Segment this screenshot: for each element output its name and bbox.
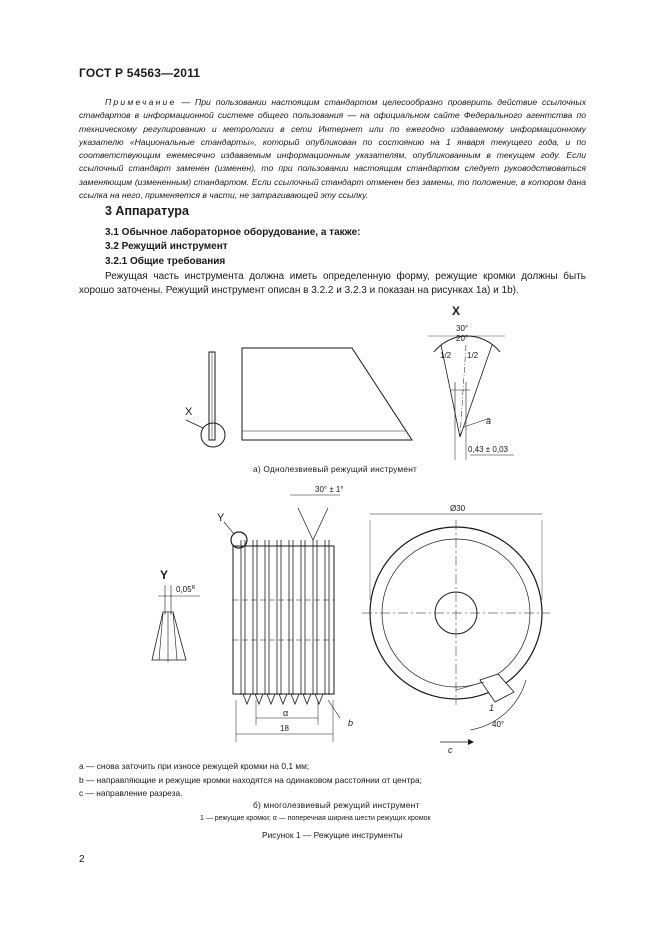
- alpha-width-label: α: [283, 708, 289, 718]
- label-b: b: [348, 718, 354, 728]
- multi-blade-detail-y: [152, 585, 200, 662]
- requirements-text: Режущая часть инструмента должна иметь определенную форму, режущие кромки должны быть хорошо заточены. Режущий инструмент описан в 3.2.2 и 3.2.3 и показан на рисунках 1а) и 1b).: [79, 271, 586, 296]
- tip-radius-dimension: $0,05^R$: [176, 585, 196, 594]
- section-title: 3 Аппаратура: [105, 204, 189, 218]
- note-text: — При пользовании настоящим стандартом целесообразно проверить действие ссылочных стандартов в информационной системе общего пользования — на официальном сайте Федерального агентства по техническому регулированию и метрологии в сети Интернет или по ежегодно издаваемому информационному указателю «Национальные стандарты», который опубликован по состоянию на 1 января текущего года, и по соответствующим ежемесячно издаваемым информационным указателям, опубликованным в текущем году. Если ссылочный стандарт заменен (изменен), то при пользовании настоящим стандартом следует руководствоваться заменяющим (измененным) стандартом. Если ссылочный стандарт отменен без замены, то положение, в котором дана ссылка на него, применяется в части, не затрагивающей эту ссылку.: [79, 97, 587, 201]
- half-left-label: 1/2: [440, 351, 452, 360]
- legend-c: c — направление разреза.: [79, 788, 183, 798]
- standard-code: ГОСТ Р 54563—2011: [79, 66, 201, 80]
- wear-label-a: a: [486, 416, 492, 426]
- edge-width-dimension: 0,43 ± 0,03: [468, 445, 508, 454]
- single-blade-side-view: [186, 352, 225, 447]
- angle-30-label: 30°: [456, 324, 469, 333]
- figure-a-caption: а) Однолезвиевый режущий инструмент: [253, 464, 418, 474]
- width-18-dimension: 18: [280, 724, 289, 733]
- item-3-2: 3.2 Режущий инструмент: [105, 241, 228, 252]
- multi-blade-roller: [224, 495, 340, 742]
- detail-x-marker: X: [185, 406, 193, 418]
- angle-40-label: 40°: [492, 720, 505, 729]
- multi-blade-disk: [362, 514, 550, 745]
- item-3-2-1: 3.2.1 Общие требования: [105, 256, 226, 267]
- legend-b: b — направляющие и режущие кромки находятся на одинаковом расстоянии от центра;: [79, 775, 422, 785]
- tooth-angle-label: 30° ± 1°: [315, 485, 344, 494]
- cutting-edge-label-1: 1: [489, 703, 495, 713]
- diameter-dimension: Ø30: [450, 504, 466, 513]
- page-number: 2: [79, 854, 85, 865]
- item-3-1: 3.1 Обычное лабораторное оборудование, а также:: [105, 227, 361, 238]
- figure-key: 1 — режущие кромки; α — поперечная ширина шести режущих кромок: [200, 815, 431, 822]
- detail-y-marker: Y: [217, 512, 225, 524]
- angle-20-label: 20°: [456, 334, 469, 343]
- half-right-label: 1/2: [467, 351, 479, 360]
- figure-b-caption: б) многолезвиевый режущий инструмент: [253, 800, 420, 810]
- single-blade-plate: [242, 348, 412, 440]
- legend-a: a — снова заточить при износе режущей кромки на 0,1 мм;: [79, 761, 310, 771]
- label-c: c: [448, 745, 453, 755]
- figure-title: Рисунок 1 — Режущие инструменты: [262, 830, 403, 840]
- detail-y-label: Y: [160, 568, 169, 582]
- note-label: Примечание: [105, 97, 177, 107]
- detail-x-label: X: [452, 304, 461, 318]
